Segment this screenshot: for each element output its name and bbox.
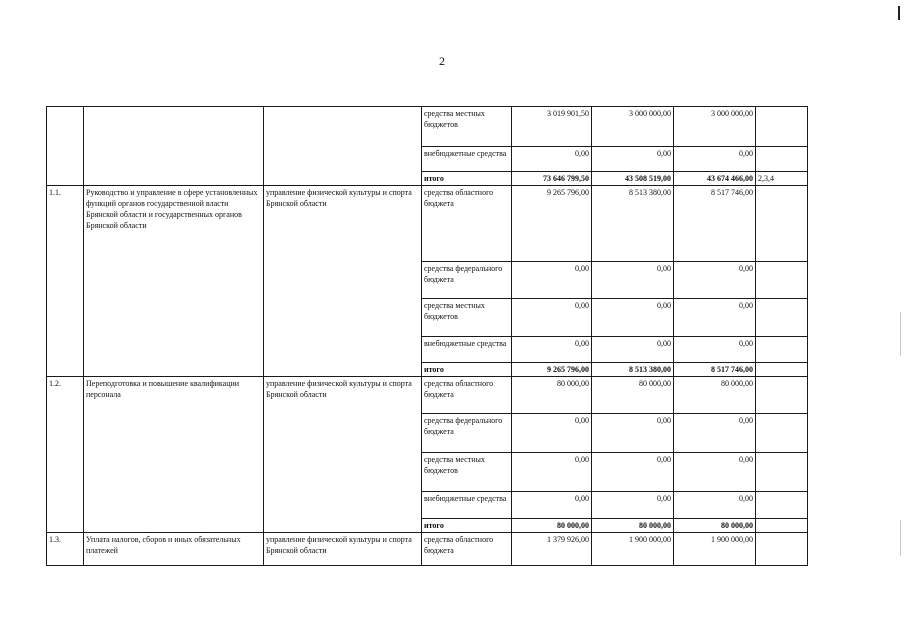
amount-year-3-cell: 0,00 xyxy=(674,414,756,453)
amount-year-2-cell: 0,00 xyxy=(592,299,674,337)
amount-year-1-cell: 80 000,00 xyxy=(512,377,592,414)
note-cell xyxy=(756,337,808,363)
amount-year-1-cell: 1 379 926,00 xyxy=(512,533,592,566)
funding-source-cell: средства областного бюджета xyxy=(422,186,512,262)
amount-year-1-cell: 0,00 xyxy=(512,337,592,363)
amount-year-3-cell: 80 000,00 xyxy=(674,377,756,414)
note-cell xyxy=(756,186,808,262)
table-row xyxy=(47,533,808,566)
amount-year-2-cell: 1 900 000,00 xyxy=(592,533,674,566)
funding-source-cell: средства местных бюджетов xyxy=(422,453,512,492)
table-row xyxy=(47,186,808,262)
amount-year-2-cell: 8 513 380,00 xyxy=(592,186,674,262)
amount-year-3-cell: 0,00 xyxy=(674,337,756,363)
funding-source-cell: внебюджетные средства xyxy=(422,337,512,363)
note-cell: 2,3,4 xyxy=(756,172,808,186)
note-cell xyxy=(756,519,808,533)
executor-cell: управление физической культуры и спорта Брянской области xyxy=(264,377,422,533)
note-cell xyxy=(756,147,808,172)
note-cell xyxy=(756,492,808,519)
amount-year-1-cell: 73 646 799,50 xyxy=(512,172,592,186)
funding-source-cell: внебюджетные средства xyxy=(422,147,512,172)
item-number-cell: 1.3. xyxy=(47,533,84,566)
page-number: 2 xyxy=(439,54,445,68)
amount-year-3-cell: 8 517 746,00 xyxy=(674,186,756,262)
amount-year-1-cell: 0,00 xyxy=(512,147,592,172)
note-cell xyxy=(756,414,808,453)
funding-source-cell: средства областного бюджета xyxy=(422,533,512,566)
note-cell xyxy=(756,299,808,337)
item-number-cell xyxy=(47,107,84,186)
amount-year-2-cell: 43 508 519,00 xyxy=(592,172,674,186)
note-cell xyxy=(756,453,808,492)
funding-source-cell: средства местных бюджетов xyxy=(422,299,512,337)
amount-year-1-cell: 9 265 796,00 xyxy=(512,186,592,262)
amount-year-1-cell: 0,00 xyxy=(512,299,592,337)
table-row xyxy=(47,107,808,147)
executor-cell xyxy=(264,107,422,186)
amount-year-1-cell: 0,00 xyxy=(512,453,592,492)
item-name-cell: Уплата налогов, сборов и иных обязательных платежей xyxy=(84,533,264,566)
amount-year-2-cell: 0,00 xyxy=(592,414,674,453)
amount-year-2-cell: 0,00 xyxy=(592,453,674,492)
amount-year-3-cell: 0,00 xyxy=(674,262,756,299)
amount-year-1-cell: 0,00 xyxy=(512,492,592,519)
note-cell xyxy=(756,377,808,414)
table-row xyxy=(47,377,808,414)
amount-year-3-cell: 0,00 xyxy=(674,453,756,492)
item-name-cell xyxy=(84,107,264,186)
item-name-cell: Переподготовка и повышение квалификации персонала xyxy=(84,377,264,533)
item-number-cell: 1.2. xyxy=(47,377,84,533)
funding-source-cell: средства местных бюджетов xyxy=(422,107,512,147)
amount-year-1-cell: 80 000,00 xyxy=(512,519,592,533)
funding-source-cell: средства федерального бюджета xyxy=(422,262,512,299)
amount-year-2-cell: 80 000,00 xyxy=(592,519,674,533)
amount-year-3-cell: 3 000 000,00 xyxy=(674,107,756,147)
amount-year-2-cell: 0,00 xyxy=(592,337,674,363)
note-cell xyxy=(756,533,808,566)
amount-year-3-cell: 80 000,00 xyxy=(674,519,756,533)
total-label: итого xyxy=(422,519,512,533)
scan-artifact xyxy=(900,312,901,356)
amount-year-1-cell: 3 019 901,50 xyxy=(512,107,592,147)
scan-edge-mark xyxy=(898,6,900,20)
funding-source-cell: внебюджетные средства xyxy=(422,492,512,519)
amount-year-1-cell: 0,00 xyxy=(512,414,592,453)
amount-year-2-cell: 0,00 xyxy=(592,262,674,299)
amount-year-2-cell: 0,00 xyxy=(592,492,674,519)
amount-year-3-cell: 1 900 000,00 xyxy=(674,533,756,566)
note-cell xyxy=(756,262,808,299)
budget-table xyxy=(46,106,808,566)
executor-cell: управление физической культуры и спорта Брянской области xyxy=(264,186,422,377)
amount-year-3-cell: 0,00 xyxy=(674,147,756,172)
funding-source-cell: средства федерального бюджета xyxy=(422,414,512,453)
amount-year-3-cell: 0,00 xyxy=(674,299,756,337)
executor-cell: управление физической культуры и спорта Брянской области xyxy=(264,533,422,566)
item-name-cell: Руководство и управление в сфере установленных функций органов государственной власти Брянской области и государственных органов Брянской области xyxy=(84,186,264,377)
item-number-cell: 1.1. xyxy=(47,186,84,377)
amount-year-3-cell: 0,00 xyxy=(674,492,756,519)
amount-year-2-cell: 8 513 380,00 xyxy=(592,363,674,377)
amount-year-1-cell: 9 265 796,00 xyxy=(512,363,592,377)
total-label: итого xyxy=(422,363,512,377)
amount-year-1-cell: 0,00 xyxy=(512,262,592,299)
note-cell xyxy=(756,363,808,377)
funding-source-cell: средства областного бюджета xyxy=(422,377,512,414)
note-cell xyxy=(756,107,808,147)
amount-year-2-cell: 80 000,00 xyxy=(592,377,674,414)
amount-year-2-cell: 0,00 xyxy=(592,147,674,172)
scan-artifact xyxy=(900,520,901,556)
amount-year-3-cell: 43 674 466,00 xyxy=(674,172,756,186)
amount-year-3-cell: 8 517 746,00 xyxy=(674,363,756,377)
total-label: итого xyxy=(422,172,512,186)
amount-year-2-cell: 3 000 000,00 xyxy=(592,107,674,147)
